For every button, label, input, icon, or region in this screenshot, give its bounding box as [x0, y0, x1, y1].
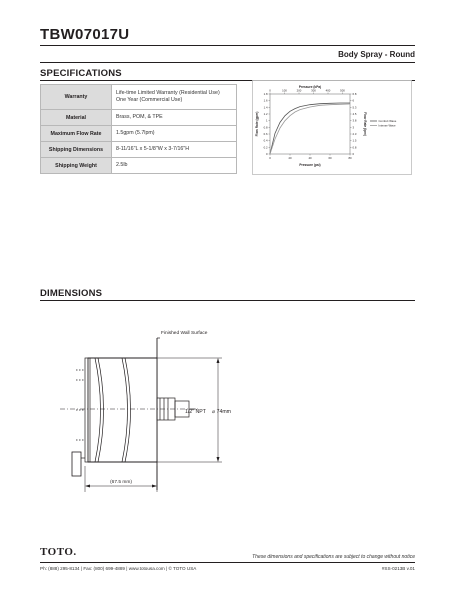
disclaimer-text: These dimensions and specifications are subject to change without notice — [252, 554, 415, 560]
x-top-tick-label: 200 — [296, 88, 302, 93]
x-top-tick-label: 100 — [282, 88, 287, 93]
spec-label: Maximum Flow Rate — [41, 126, 112, 142]
header-rule — [40, 45, 415, 46]
product-name: Body Spray - Round — [338, 50, 415, 59]
y-tick-label: 0.2 — [263, 145, 268, 150]
x-tick-label: 20 — [288, 156, 292, 160]
x-top-tick-label: 0 — [269, 88, 271, 93]
diameter-label: ⌀ 74mm — [212, 409, 231, 415]
spec-row-shipping-weight — [41, 158, 237, 174]
contact-info: Ph: (888) 295-8134 | Fax: (800) 699-4889 | www.totousa.com | © TOTO USA — [40, 566, 197, 571]
npt-label: 1/2" NPT — [185, 409, 206, 415]
y-tick-label: 0 — [265, 152, 268, 156]
x-tick-label: 0 — [269, 156, 271, 160]
x-tick-label: 80 — [348, 156, 352, 160]
y2-tick-label: 6.8 — [352, 92, 357, 96]
y2-tick-label: 2.3 — [352, 132, 357, 136]
chart-y2label: Flow Rate (lpm) — [363, 112, 367, 136]
x-tick-label: 40 — [308, 156, 312, 160]
specifications-table — [40, 84, 237, 174]
document-id: #SS-0213B v.01 — [381, 566, 415, 571]
y-tick-label: 1 — [265, 118, 268, 123]
y-tick-label: 0.6 — [263, 132, 268, 136]
dimension-drawing — [40, 320, 300, 495]
y2-tick-label: 6 — [352, 98, 355, 103]
spec-row-flow-rate — [41, 126, 237, 142]
spec-value: Brass, POM, & TPE — [112, 110, 237, 126]
y-tick-label: 0.4 — [263, 138, 268, 143]
y-tick-label: 1.6 — [263, 98, 268, 103]
spec-value: 2.5lb — [112, 158, 237, 174]
flow-rate-chart — [252, 80, 412, 175]
warranty-commercial: One Year (Commercial Use) — [116, 97, 183, 103]
x-top-tick-label: 500 — [340, 88, 345, 93]
y2-tick-label: 0.8 — [352, 145, 357, 150]
finished-wall-label: Finished Wall Surface — [161, 331, 208, 336]
spec-label: Material — [41, 110, 112, 126]
chart-xlabel: Pressure (psi) — [299, 163, 321, 167]
dimensions-title: DIMENSIONS — [40, 288, 103, 299]
chart-title: Pressure (kPa) — [298, 85, 322, 89]
spec-label: Shipping Weight — [41, 158, 112, 174]
spec-value: 8-11/16"L x 5-1/8"W x 3-7/16"H — [112, 142, 237, 158]
specifications-title: SPECIFICATIONS — [40, 68, 122, 79]
legend-label: Intense Wave — [378, 123, 396, 128]
x-top-tick-label: 300 — [311, 88, 316, 93]
toto-logo: TOTO. — [40, 546, 77, 558]
warranty-residential: Life-time Limited Warranty (Residential Use) — [116, 89, 220, 96]
y2-tick-label: 3 — [352, 125, 355, 130]
y-tick-label: 0.8 — [263, 125, 268, 130]
adjustment-lever — [72, 452, 81, 476]
spec-row-shipping-dimensions — [41, 142, 237, 158]
spec-value: 1.5gpm (5.7lpm) — [112, 126, 237, 142]
y2-tick-label: 0 — [352, 152, 355, 156]
x-tick-label: 60 — [328, 156, 332, 160]
spec-row-warranty — [41, 85, 237, 110]
spec-label: Warranty — [41, 85, 112, 110]
x-top-tick-label: 400 — [325, 88, 331, 93]
y-tick-label: 1.8 — [263, 92, 268, 96]
model-number: TBW07017U — [40, 26, 130, 43]
footer-rule — [40, 562, 415, 563]
chart-ylabel: Flow Rate (gpm) — [255, 111, 259, 137]
spec-label: Shipping Dimensions — [41, 142, 112, 158]
y2-tick-label: 4.5 — [352, 112, 357, 116]
housing-body — [88, 358, 157, 462]
depth-label: (67.5 mm) — [110, 480, 132, 485]
header-rule-lower — [40, 62, 415, 63]
spec-row-material — [41, 110, 237, 126]
y-tick-label: 1.2 — [263, 112, 268, 116]
dimensions-rule — [40, 300, 415, 301]
spec-value — [112, 85, 237, 110]
y2-tick-label: 1.5 — [352, 138, 357, 143]
y2-tick-label: 3.8 — [352, 118, 357, 123]
y2-tick-label: 5.3 — [352, 105, 357, 110]
chart-frame — [253, 81, 412, 175]
legend-label: Comfort Wave — [378, 119, 397, 123]
y-tick-label: 1.4 — [263, 105, 268, 110]
